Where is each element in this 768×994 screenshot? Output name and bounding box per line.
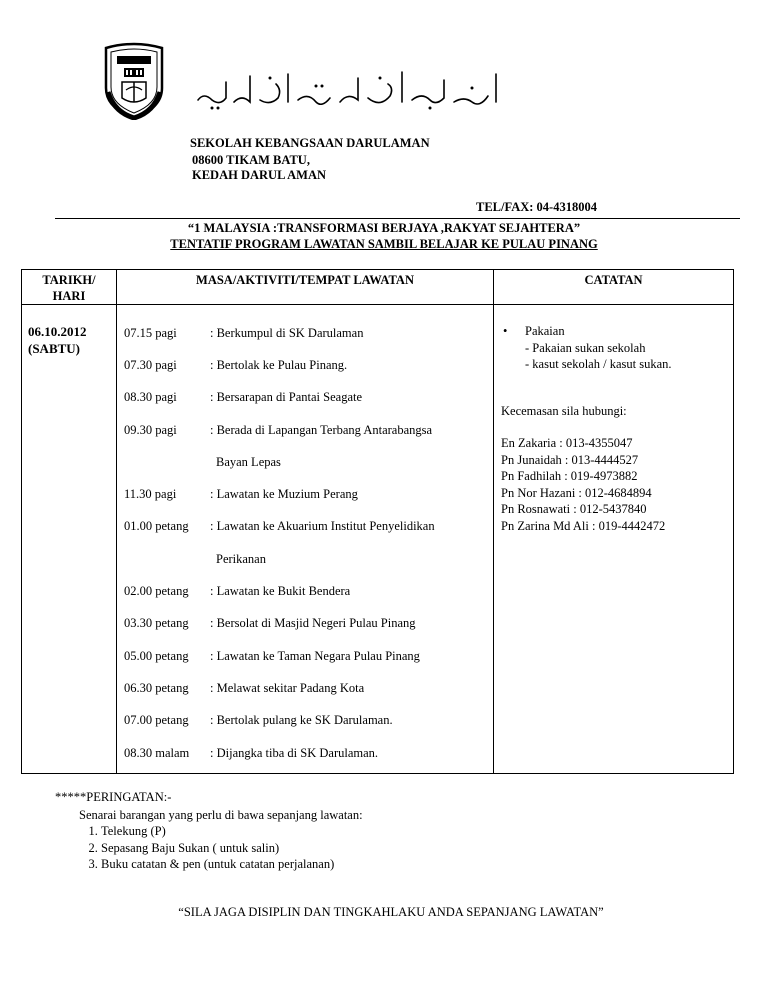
activity-time: 07.00 petang	[124, 713, 189, 728]
list-item	[124, 478, 493, 510]
activity-time: 03.30 petang	[124, 616, 189, 631]
list-item	[124, 317, 493, 349]
activity-time: 01.00 petang	[124, 519, 189, 534]
activity-desc: : Melawat sekitar Padang Kota	[210, 680, 365, 695]
contact-item: Pn Junaidah : 013-4444527	[501, 452, 639, 467]
header-divider	[55, 218, 740, 219]
activity-desc: Bayan Lepas	[216, 454, 281, 469]
list-item	[124, 543, 493, 575]
activity-desc: : Lawatan ke Taman Negara Pulau Pinang	[210, 648, 420, 663]
activity-desc: : Berkumpul di SK Darulaman	[210, 325, 364, 340]
school-telfax: TEL/FAX: 04-4318004	[476, 200, 597, 214]
warning-intro: Senarai barangan yang perlu di bawa sepanjang lawatan:	[79, 808, 363, 822]
activity-time: 07.30 pagi	[124, 357, 177, 372]
list-item	[124, 575, 493, 607]
schedule-table	[21, 269, 734, 774]
bullet-icon: •	[503, 324, 508, 338]
notes-attire: Pakaian	[525, 324, 565, 338]
list-item	[124, 672, 493, 704]
activity-time: 02.00 petang	[124, 584, 189, 599]
notes-cell	[494, 305, 734, 774]
activity-time: 09.30 pagi	[124, 422, 177, 437]
contact-item: Pn Fadhilah : 019-4973882	[501, 469, 638, 483]
activity-desc: : Bersolat di Masjid Negeri Pulau Pinang	[210, 616, 416, 631]
list-item	[124, 349, 493, 381]
list-item	[124, 705, 493, 737]
activity-desc: : Bersarapan di Pantai Seagate	[210, 390, 363, 405]
activity-time: 08.30 pagi	[124, 390, 177, 405]
header-date-day: TARIKH/ HARI	[22, 270, 117, 305]
trip-date: 06.10.2012	[28, 324, 87, 339]
list-item	[124, 446, 493, 478]
list-item	[124, 511, 493, 543]
school-name: SEKOLAH KEBANGSAAN DARULAMAN	[190, 136, 430, 150]
header-notes: CATATAN	[494, 270, 734, 305]
activity-desc: : Dijangka tiba di SK Darulaman.	[210, 745, 379, 760]
warning-section	[55, 790, 363, 873]
list-item	[124, 640, 493, 672]
activity-desc: : Bertolak ke Pulau Pinang.	[210, 357, 348, 372]
slogan: “1 MALAYSIA :TRANSFORMASI BERJAYA ,RAKYAT SEJAHTERA”	[187, 221, 581, 235]
list-item	[124, 608, 493, 640]
activities-cell	[117, 305, 494, 774]
list-item: 2. Sepasang Baju Sukan ( untuk salin)	[101, 840, 363, 857]
trip-day: (SABTU)	[28, 341, 81, 356]
contact-item: Pn Nor Hazani : 012-4684894	[501, 485, 652, 500]
table-row	[22, 305, 734, 774]
list-item	[124, 382, 493, 414]
school-crest-icon	[102, 42, 166, 120]
activity-desc: : Lawatan ke Muzium Perang	[210, 487, 358, 502]
activity-desc: : Bertolak pulang ke SK Darulaman.	[210, 713, 393, 728]
footer-reminder: “SILA JAGA DISIPLIN DAN TINGKAHLAKU ANDA SEPANJANG LAWATAN”	[178, 905, 604, 919]
contact-item: En Zakaria : 013-4355047	[501, 436, 633, 450]
date-cell	[22, 305, 117, 774]
list-item	[501, 323, 729, 340]
attire-item: - kasut sekolah / kasut sukan.	[525, 357, 672, 371]
warning-heading: *****PERINGATAN:-	[55, 790, 172, 804]
list-item	[124, 414, 493, 446]
contact-item: Pn Rosnawati : 012-5437840	[501, 502, 647, 516]
table-header-row	[22, 270, 734, 305]
activity-time: 08.30 malam	[124, 745, 190, 760]
activity-desc: : Lawatan ke Akuarium Institut Penyelidikan	[210, 519, 435, 534]
contact-item: Pn Zarina Md Ali : 019-4442472	[501, 518, 666, 533]
list-item: 1. Telekung (P)	[101, 823, 363, 840]
jawi-school-name-calligraphy	[190, 62, 510, 114]
school-postcode-city: 08600 TIKAM BATU,	[192, 153, 310, 167]
activity-desc: : Lawatan ke Bukit Bendera	[210, 584, 351, 599]
activity-desc: : Berada di Lapangan Terbang Antarabangsa	[210, 422, 433, 437]
emergency-heading: Kecemasan sila hubungi:	[501, 403, 627, 418]
header-activities: MASA/AKTIVITI/TEMPAT LAWATAN	[117, 270, 494, 305]
list-item	[124, 737, 493, 769]
list-item: 3. Buku catatan & pen (untuk catatan perjalanan)	[101, 856, 363, 873]
activity-time: 07.15 pagi	[124, 325, 177, 340]
activity-time: 11.30 pagi	[124, 487, 177, 502]
activity-time: 05.00 petang	[124, 648, 189, 663]
warning-list	[55, 823, 363, 873]
attire-item: - Pakaian sukan sekolah	[525, 340, 646, 355]
school-state: KEDAH DARUL AMAN	[192, 168, 327, 182]
activity-time: 06.30 petang	[124, 680, 189, 695]
program-title: TENTATIF PROGRAM LAWATAN SAMBIL BELAJAR KE PULAU PINANG	[170, 237, 598, 251]
activity-desc: Perikanan	[216, 551, 266, 566]
